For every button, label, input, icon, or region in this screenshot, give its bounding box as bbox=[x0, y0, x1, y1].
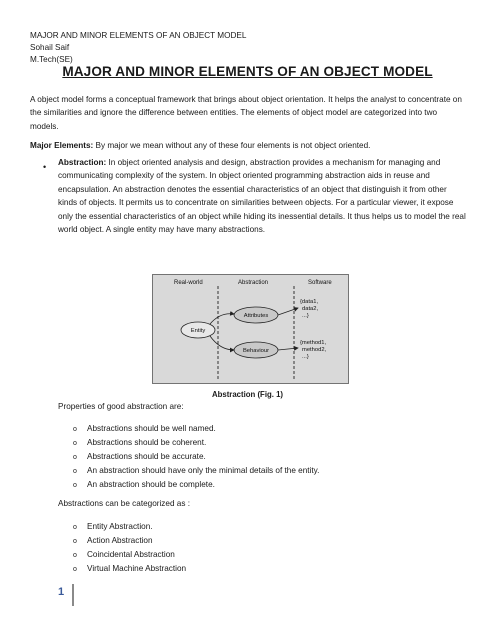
major-elements-paragraph bbox=[30, 139, 466, 152]
software-method-line2: method2, bbox=[302, 347, 327, 353]
figure-label-abstraction: Abstraction bbox=[238, 280, 269, 286]
page-number: 1 bbox=[58, 586, 65, 598]
software-data-line2: data2, bbox=[302, 306, 319, 312]
major-elements-label: Major Elements: bbox=[30, 141, 94, 150]
list-item: o Abstractions should be well named. bbox=[73, 424, 216, 433]
page-number-divider bbox=[72, 584, 74, 606]
list-item: o Action Abstraction bbox=[73, 536, 153, 545]
categories-heading: Abstractions can be categorized as : bbox=[58, 499, 190, 508]
behaviour-label: Behaviour bbox=[242, 348, 270, 354]
figure-caption: Abstraction (Fig. 1) bbox=[211, 390, 284, 399]
list-marker-icon: o bbox=[73, 468, 77, 475]
bullet-icon: • bbox=[43, 162, 47, 172]
header-author: Sohail Saif bbox=[30, 43, 70, 52]
abstraction-paragraph bbox=[58, 156, 466, 236]
list-marker-icon: o bbox=[73, 426, 77, 433]
figure-label-software: Software bbox=[308, 280, 332, 286]
software-data-line3: ...} bbox=[302, 313, 309, 319]
header-title: MAJOR AND MINOR ELEMENTS OF AN OBJECT MODEL bbox=[30, 31, 247, 40]
page-title: MAJOR AND MINOR ELEMENTS OF AN OBJECT MODEL bbox=[62, 64, 433, 79]
list-item: o An abstraction should have only the minimal details of the entity. bbox=[73, 466, 320, 475]
list-marker-icon: o bbox=[73, 552, 77, 559]
list-marker-icon: o bbox=[73, 482, 77, 489]
intro-paragraph: A object model forms a conceptual framework that brings about object orientation. It helps the analyst to concentrate on the similarities and ignore the difference between entities. The elements of object model are categorized into two models. bbox=[30, 95, 462, 131]
list-marker-icon: o bbox=[73, 538, 77, 545]
list-item: o Virtual Machine Abstraction bbox=[73, 564, 187, 573]
software-data-line1: {data1, bbox=[300, 299, 319, 305]
entity-label: Entity bbox=[190, 328, 206, 334]
list-marker-icon: o bbox=[73, 524, 77, 531]
list-item: o Abstractions should be coherent. bbox=[73, 438, 207, 447]
software-method-line1: {method1, bbox=[300, 340, 327, 346]
abstraction-label: Abstraction: bbox=[58, 158, 107, 167]
list-item: o An abstraction should be complete. bbox=[73, 480, 215, 489]
abstraction-figure bbox=[152, 274, 349, 384]
list-item: o Abstractions should be accurate. bbox=[73, 452, 206, 461]
abstraction-text: In object oriented analysis and design, abstraction provides a mechanism for managing and communicating complexity of the system. In object oriented programming abstraction aids in reuse and encapsulation. An abstraction denotes the essential characteristics of an object that distinguish it from other kinds of objects. It permits us to concentrate on similarities between objects. For a particular viewer, it expose only the essential characteristics of an object while hiding its inessential details. It thus helps us to model the real world object. A single entity may have many abstractions. bbox=[58, 158, 466, 235]
list-item: o Coincidental Abstraction bbox=[73, 550, 175, 559]
figure-label-real-world: Real-world bbox=[174, 280, 203, 286]
major-elements-text: By major we mean without any of these four elements is not object oriented. bbox=[93, 141, 371, 150]
header-degree: M.Tech(SE) bbox=[30, 55, 73, 64]
list-marker-icon: o bbox=[73, 566, 77, 573]
list-marker-icon: o bbox=[73, 440, 77, 447]
properties-heading: Properties of good abstraction are: bbox=[58, 402, 184, 411]
list-marker-icon: o bbox=[73, 454, 77, 461]
software-method-line3: ...} bbox=[302, 354, 309, 360]
attributes-label: Attributes bbox=[243, 313, 269, 319]
list-item: o Entity Abstraction. bbox=[73, 522, 153, 531]
